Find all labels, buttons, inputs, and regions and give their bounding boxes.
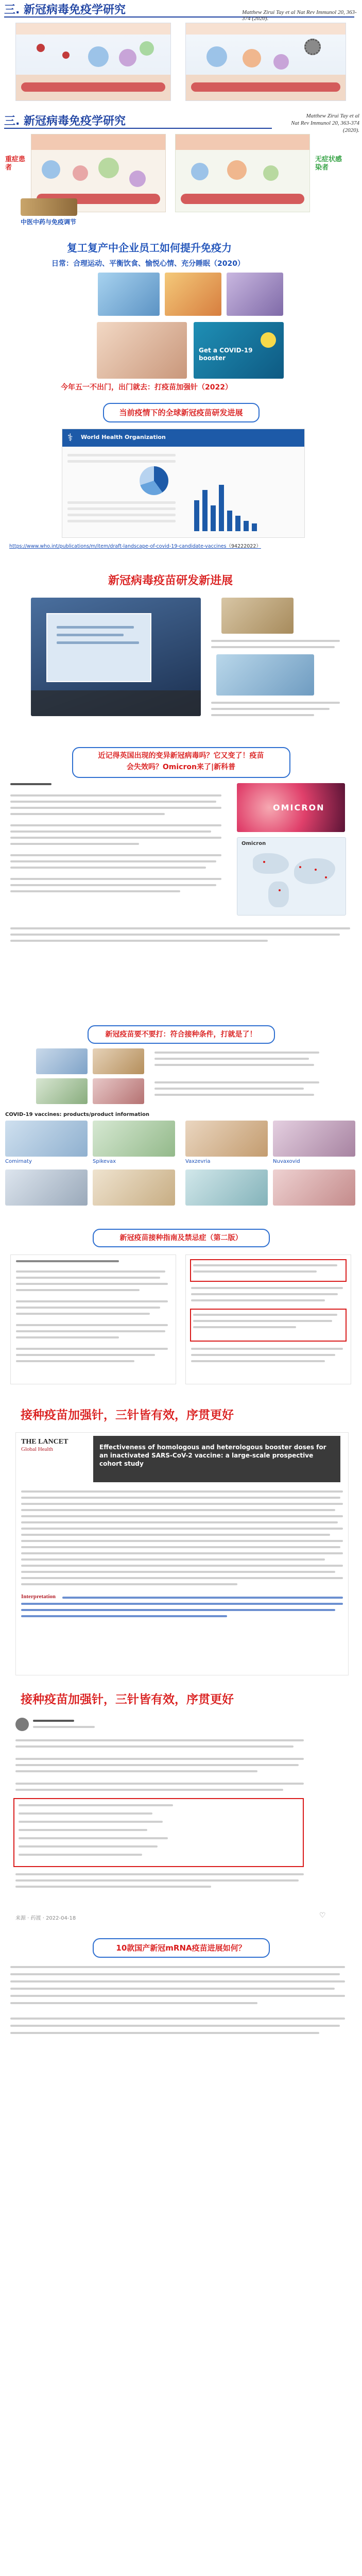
products-grid: [5, 1121, 355, 1213]
text-line: [21, 1583, 237, 1585]
table-row: [67, 514, 176, 516]
text-line: [10, 794, 221, 796]
text-line: [10, 1995, 345, 1997]
text-line: [21, 1546, 340, 1548]
poster-text: Get a COVID-19 booster: [199, 347, 253, 362]
article-meta: 来源 · 药渡 · 2022-04-18: [15, 1916, 76, 1921]
figure-left-lung: [15, 23, 171, 101]
continent-shape: [268, 882, 289, 907]
cell-icon: [206, 46, 227, 67]
section-enterprise-immunity: [0, 240, 362, 394]
label-tcm: 中医中药与免疫调节: [21, 218, 77, 226]
text-line: [15, 1783, 304, 1785]
text-line: [10, 1980, 345, 1982]
article-title: Effectiveness of homologous and heterologous booster doses for an inactivated SARS-CoV-2 vaccine: a large-scale prospective cohort study: [99, 1444, 326, 1467]
lancet-article: [15, 1432, 349, 1675]
text-line: [21, 1521, 338, 1523]
news-photo: [36, 1078, 88, 1104]
article-body: [10, 1966, 350, 2576]
tissue-layer: [176, 134, 309, 150]
cell-icon: [263, 165, 279, 181]
text-line: [16, 1300, 168, 1302]
slide-line: [57, 634, 124, 636]
text-line: [19, 1829, 147, 1831]
text-line: [16, 1348, 168, 1350]
banner-line: 会失效吗？Omicron来了|新科普: [126, 763, 236, 771]
case-dot: [263, 861, 265, 863]
text-line: [21, 1515, 343, 1517]
who-logo-icon: ⚕: [67, 431, 73, 444]
section-title: 三. 新冠病毒免疫学研究: [4, 115, 126, 128]
conference-slide: [31, 598, 201, 716]
bar: [244, 521, 249, 531]
text-line: [154, 1058, 309, 1060]
airway-band: [16, 23, 170, 35]
text-line: [10, 884, 216, 886]
case-dot: [299, 866, 301, 868]
section-omicron: [0, 742, 362, 999]
text-line: [10, 843, 139, 845]
text-line: [21, 1558, 325, 1561]
cell-icon: [73, 165, 88, 181]
text-line: [19, 1845, 158, 1848]
cell-icon: [88, 46, 109, 67]
section-title: 复工复产中企业员工如何提升免疫力: [67, 242, 232, 254]
virus-icon: [62, 52, 70, 59]
text-line: [21, 1490, 343, 1493]
virus-icon: [304, 39, 321, 55]
slide-line: [57, 626, 134, 629]
table-row: [67, 520, 176, 522]
ref-volume: 20, 363-374 (2020).: [242, 9, 357, 22]
sleep-photo: [227, 273, 283, 316]
text-line: [10, 1973, 340, 1975]
text-line: [211, 708, 330, 710]
label-asymptomatic: 无症状感染者: [315, 156, 342, 172]
text-line: [10, 1988, 335, 1990]
text-line: [16, 1277, 160, 1279]
section-booster-lancet: [0, 1401, 362, 1680]
virus-icon: [37, 44, 45, 52]
bar: [219, 485, 224, 531]
highlight-box: [13, 1798, 304, 1867]
who-url[interactable]: [9, 542, 261, 549]
bar: [252, 523, 257, 531]
text-line: [154, 1081, 319, 1083]
who-document: [62, 429, 305, 538]
text-line: [21, 1577, 343, 1579]
text-line: [10, 878, 221, 880]
product-image: [5, 1170, 88, 1206]
omicron-image: [237, 783, 345, 832]
cell-icon: [129, 171, 146, 187]
text-line: [211, 640, 340, 642]
food-photo: [165, 273, 221, 316]
avatar: [15, 1718, 29, 1731]
text-line: [16, 1324, 168, 1326]
product-image: [93, 1170, 175, 1206]
text-line: [16, 1330, 165, 1332]
text-line: [10, 934, 340, 936]
text-line: [154, 1088, 304, 1090]
bar-chart: [191, 454, 299, 531]
section-vaccine-progress: [0, 572, 362, 732]
cell-icon: [243, 49, 261, 67]
bar: [235, 516, 240, 531]
case-dot: [279, 889, 281, 891]
text-line: [21, 1571, 335, 1573]
news-photo: [93, 1078, 144, 1104]
text-line: [15, 1745, 294, 1748]
text-line: [10, 831, 211, 833]
cell-icon: [98, 158, 119, 178]
vaccine-news-grid: [36, 1048, 324, 1105]
journal-logo: [21, 1438, 83, 1452]
text-line: [19, 1804, 173, 1806]
news-photo: [93, 1048, 144, 1074]
title-underline: [4, 128, 272, 129]
product-caption[interactable]: Spikevax: [93, 1159, 116, 1164]
like-icon[interactable]: ♡: [319, 1911, 326, 1920]
text-line: [15, 1789, 283, 1791]
text-line: [19, 1821, 163, 1823]
exercise-photo: [98, 273, 160, 316]
airway-band: [186, 23, 346, 35]
cell-icon: [119, 49, 136, 66]
cell-icon: [42, 160, 60, 179]
product-image: [273, 1170, 355, 1206]
text-line: [16, 1289, 140, 1291]
daily-advice: 日常：合理运动、平衡饮食、愉悦心情、充分睡眠（2020）: [51, 260, 245, 268]
product-image: [273, 1121, 355, 1157]
section-mrna-vaccines: [0, 1937, 362, 2576]
text-line: [16, 1283, 168, 1285]
text-line: [21, 1528, 343, 1530]
figure-right-lung: [185, 23, 346, 101]
product-image: [185, 1121, 268, 1157]
text-line: [10, 2002, 257, 2004]
bar: [211, 505, 216, 531]
reference: [242, 9, 362, 22]
article-banner: [93, 1436, 340, 1482]
text-line: [33, 1720, 74, 1722]
section-title: 接种疫苗加强针，三针皆有效，序贯更好: [21, 1693, 234, 1706]
section-immunology-1: [0, 0, 362, 103]
reference: [282, 112, 359, 134]
text-line: [10, 890, 180, 892]
news-photo: [36, 1048, 88, 1074]
text-line: [154, 1052, 319, 1054]
text-line: [191, 1348, 343, 1350]
booster-advice: 今年五一不出门，出门就去：打疫苗加强针（2022）: [61, 383, 232, 392]
text-line: [10, 2025, 340, 2027]
omicron-label: OMICRON: [273, 803, 325, 812]
bar: [227, 511, 232, 531]
text-line: [191, 1354, 335, 1356]
news-article: [10, 1716, 350, 1927]
text-line: [10, 813, 165, 815]
text-line: [21, 1503, 343, 1505]
map-label: Omicron: [242, 841, 266, 846]
text-line: [10, 824, 221, 826]
figure-immune-right: [175, 134, 310, 212]
text-line: [16, 1313, 150, 1315]
text-line: [154, 1064, 314, 1066]
syringe-icon: [261, 332, 276, 348]
continent-shape: [253, 853, 289, 874]
text-line: [10, 2032, 319, 2034]
audience: [31, 690, 201, 716]
journal-sub: Global Health: [21, 1446, 54, 1452]
banner-line: 近记得英国出现的变异新冠病毒吗？它又变了！疫苗: [98, 752, 264, 760]
text-line: [21, 1565, 343, 1567]
text-line: [193, 1314, 337, 1316]
product-image: [5, 1121, 88, 1157]
url-text[interactable]: https://www.who.int/publications/m/item/draft-landscape-of-covid-19-candidate-vaccines: [9, 544, 227, 549]
text-line: [19, 1854, 142, 1856]
products-subtitle: COVID-19 vaccines: products/product information: [5, 1112, 149, 1117]
text-line: [15, 1770, 257, 1772]
text-line: [191, 1293, 338, 1295]
blood-vessel: [21, 82, 165, 92]
text-line: [21, 1609, 335, 1611]
case-dot: [325, 876, 327, 878]
banner: 新冠疫苗接种指南及禁忌症（第二版）: [93, 1229, 270, 1247]
label-severe: 重症患者: [5, 156, 26, 172]
ref-author: Matthew Zirui Tay et al: [242, 9, 296, 15]
text-line: [16, 1360, 134, 1362]
case-dot: [315, 869, 317, 871]
blood-vessel: [191, 82, 340, 92]
section-guidelines: [0, 1229, 362, 1394]
text-line: [15, 1758, 304, 1760]
text-line: [21, 1509, 335, 1511]
continent-shape: [294, 858, 335, 884]
text-line: [193, 1320, 332, 1322]
text-line: [16, 1270, 165, 1273]
cell-icon: [140, 41, 154, 56]
text-line: [15, 1879, 299, 1882]
text-line: [10, 2018, 345, 2020]
text-line: [211, 646, 335, 648]
bar: [202, 490, 208, 531]
product-image: [93, 1121, 175, 1157]
text-line: [19, 1812, 152, 1815]
text-line: [191, 1360, 325, 1362]
url-suffix: （94222022）: [226, 544, 261, 549]
section-booster-news: [0, 1685, 362, 1932]
text-line: [10, 927, 350, 929]
world-map: [237, 837, 346, 916]
banner: 新冠疫苗要不要打：符合接种条件，打就是了！: [88, 1025, 275, 1044]
text-line: [193, 1326, 296, 1328]
text-line: [15, 1739, 304, 1741]
product-image: [185, 1170, 268, 1206]
speaker-photo: [221, 598, 294, 634]
text-line: [19, 1837, 168, 1839]
ref-journal: Nat Rev Immunol 20, 363-374 (2020).: [291, 120, 359, 133]
banner: 当前疫情下的全球新冠疫苗研发进展: [103, 403, 260, 422]
banner: 10款国产新冠mRNA疫苗进展如何？: [93, 1938, 270, 1958]
table-row: [67, 454, 176, 456]
text-line: [62, 1597, 343, 1599]
text-line: [191, 1287, 343, 1289]
text-line: [16, 1354, 155, 1356]
text-line: [15, 1764, 299, 1766]
slide-line: [57, 641, 139, 644]
text-line: [16, 1260, 119, 1262]
journal-name: THE LANCET: [21, 1438, 68, 1446]
text-line: [10, 867, 206, 869]
text-line: [211, 702, 340, 704]
text-line: [33, 1726, 95, 1728]
slide-screen: [46, 613, 151, 682]
section-title: 接种疫苗加强针，三针皆有效，序贯更好: [21, 1409, 234, 1422]
cell-icon: [191, 163, 209, 180]
text-line: [15, 1886, 211, 1888]
text-line: [10, 940, 268, 942]
blood-vessel: [181, 194, 304, 204]
ref-author: Matthew Zirui Tay et al: [306, 113, 359, 119]
who-title: World Health Organization: [81, 434, 166, 440]
section-global-vaccine: [0, 397, 362, 567]
table-row: [67, 460, 176, 463]
product-caption[interactable]: Comirnaty: [5, 1159, 32, 1164]
text-line: [16, 1307, 160, 1309]
text-line: [21, 1497, 340, 1499]
text-line: [10, 860, 216, 862]
article-text: [10, 783, 227, 989]
text-line: [10, 1966, 345, 1968]
text-line: [154, 1094, 314, 1096]
product-caption[interactable]: Vaxzevria: [185, 1159, 211, 1164]
cell-icon: [273, 54, 289, 70]
cell-icon: [227, 160, 247, 180]
guideline-doc-left: [10, 1255, 176, 1384]
section-vaccination: [0, 1025, 362, 1221]
text-line: [21, 1615, 227, 1617]
text-line: [193, 1270, 317, 1273]
table-row: [67, 507, 176, 510]
child-photo: [97, 322, 187, 379]
text-line: [193, 1264, 337, 1266]
text-line: [10, 807, 221, 809]
text-line: [21, 1552, 343, 1554]
section-title: 三. 新冠病毒免疫学研究: [4, 4, 126, 16]
text-line: [211, 714, 314, 716]
bar: [194, 500, 199, 531]
pie-chart: [140, 466, 168, 495]
text-line: [191, 1299, 325, 1301]
interpretation-label: Interpretation: [21, 1594, 56, 1600]
text-line: [21, 1534, 330, 1536]
tcm-image: [21, 198, 77, 216]
text-line: [10, 801, 216, 803]
text-line: [15, 1873, 304, 1875]
text-line: [21, 1603, 343, 1605]
banner: [72, 747, 290, 778]
text-line: [16, 1336, 119, 1338]
guideline-doc-right: [185, 1255, 351, 1384]
table-row: [67, 501, 176, 504]
product-caption[interactable]: Nuvaxovid: [273, 1159, 300, 1164]
text-line: [21, 1540, 343, 1542]
section-immunology-2: [0, 108, 362, 237]
tissue-layer: [31, 134, 165, 150]
text-line: [10, 854, 221, 856]
section-title: 新冠病毒疫苗研发新进展: [108, 574, 233, 587]
lab-photo: [216, 654, 314, 696]
text-line: [10, 837, 221, 839]
text-line: [10, 783, 51, 785]
booster-poster: [194, 322, 284, 379]
ref-journal: Nat Rev Immunol: [297, 9, 337, 15]
